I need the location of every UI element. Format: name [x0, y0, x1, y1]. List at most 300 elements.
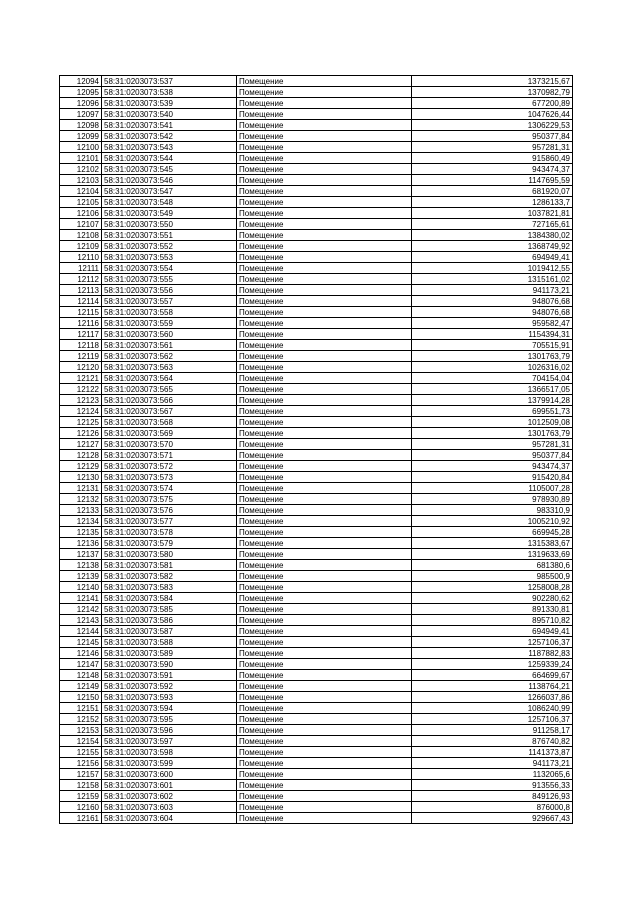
row-number-cell: 12115	[60, 307, 102, 318]
cadastral-value-cell: 1379914,28	[412, 395, 573, 406]
cadastral-number-cell: 58:31:0203073:579	[102, 538, 237, 549]
cadastral-number-cell: 58:31:0203073:580	[102, 549, 237, 560]
row-number-cell: 12103	[60, 175, 102, 186]
object-type-cell: Помещение	[237, 395, 412, 406]
row-number-cell: 12114	[60, 296, 102, 307]
object-type-cell: Помещение	[237, 725, 412, 736]
cadastral-number-cell: 58:31:0203073:567	[102, 406, 237, 417]
object-type-cell: Помещение	[237, 780, 412, 791]
table-row	[60, 494, 573, 505]
cadastral-number-cell: 58:31:0203073:595	[102, 714, 237, 725]
object-type-cell: Помещение	[237, 791, 412, 802]
object-type-cell: Помещение	[237, 483, 412, 494]
row-number-cell: 12121	[60, 373, 102, 384]
row-number-cell: 12144	[60, 626, 102, 637]
cadastral-number-cell: 58:31:0203073:596	[102, 725, 237, 736]
row-number-cell: 12134	[60, 516, 102, 527]
cadastral-value-cell: 876740,82	[412, 736, 573, 747]
object-type-cell: Помещение	[237, 285, 412, 296]
table-row	[60, 549, 573, 560]
cadastral-value-cell: 705515,91	[412, 340, 573, 351]
table-row	[60, 296, 573, 307]
cadastral-value-cell: 1047626,44	[412, 109, 573, 120]
row-number-cell: 12146	[60, 648, 102, 659]
cadastral-value-cell: 1266037,86	[412, 692, 573, 703]
row-number-cell: 12137	[60, 549, 102, 560]
row-number-cell: 12149	[60, 681, 102, 692]
object-type-cell: Помещение	[237, 164, 412, 175]
table-row	[60, 615, 573, 626]
row-number-cell: 12151	[60, 703, 102, 714]
row-number-cell: 12095	[60, 87, 102, 98]
cadastral-number-cell: 58:31:0203073:600	[102, 769, 237, 780]
cadastral-value-cell: 704154,04	[412, 373, 573, 384]
object-type-cell: Помещение	[237, 637, 412, 648]
cadastral-value-cell: 677200,89	[412, 98, 573, 109]
object-type-cell: Помещение	[237, 659, 412, 670]
cadastral-number-cell: 58:31:0203073:558	[102, 307, 237, 318]
object-type-cell: Помещение	[237, 175, 412, 186]
object-type-cell: Помещение	[237, 351, 412, 362]
table-row	[60, 736, 573, 747]
row-number-cell: 12107	[60, 219, 102, 230]
table-row	[60, 274, 573, 285]
cadastral-value-cell: 1315161,02	[412, 274, 573, 285]
object-type-cell: Помещение	[237, 153, 412, 164]
table-row	[60, 692, 573, 703]
table-row	[60, 428, 573, 439]
row-number-cell: 12148	[60, 670, 102, 681]
cadastral-number-cell: 58:31:0203073:543	[102, 142, 237, 153]
table-row	[60, 318, 573, 329]
row-number-cell: 12105	[60, 197, 102, 208]
table-row	[60, 417, 573, 428]
object-type-cell: Помещение	[237, 813, 412, 824]
cadastral-number-cell: 58:31:0203073:559	[102, 318, 237, 329]
cadastral-number-cell: 58:31:0203073:577	[102, 516, 237, 527]
row-number-cell: 12132	[60, 494, 102, 505]
cadastral-number-cell: 58:31:0203073:562	[102, 351, 237, 362]
cadastral-value-cell: 1366517,05	[412, 384, 573, 395]
cadastral-number-cell: 58:31:0203073:545	[102, 164, 237, 175]
cadastral-value-cell: 694949,41	[412, 626, 573, 637]
cadastral-number-cell: 58:31:0203073:604	[102, 813, 237, 824]
cadastral-number-cell: 58:31:0203073:593	[102, 692, 237, 703]
row-number-cell: 12128	[60, 450, 102, 461]
table-row	[60, 285, 573, 296]
object-type-cell: Помещение	[237, 527, 412, 538]
cadastral-value-cell: 1147695,59	[412, 175, 573, 186]
cadastral-number-cell: 58:31:0203073:546	[102, 175, 237, 186]
table-row	[60, 307, 573, 318]
cadastral-value-cell: 1259339,24	[412, 659, 573, 670]
row-number-cell: 12152	[60, 714, 102, 725]
cadastral-number-cell: 58:31:0203073:537	[102, 76, 237, 87]
cadastral-number-cell: 58:31:0203073:548	[102, 197, 237, 208]
object-type-cell: Помещение	[237, 450, 412, 461]
cadastral-value-cell: 694949,41	[412, 252, 573, 263]
table-row	[60, 527, 573, 538]
cadastral-number-cell: 58:31:0203073:598	[102, 747, 237, 758]
cadastral-value-cell: 1012509,08	[412, 417, 573, 428]
cadastral-value-cell: 1138764,21	[412, 681, 573, 692]
cadastral-value-cell: 1141373,87	[412, 747, 573, 758]
table-row	[60, 747, 573, 758]
cadastral-value-cell: 1037821,81	[412, 208, 573, 219]
object-type-cell: Помещение	[237, 428, 412, 439]
table-row	[60, 76, 573, 87]
table-row	[60, 439, 573, 450]
object-type-cell: Помещение	[237, 648, 412, 659]
table-row	[60, 142, 573, 153]
object-type-cell: Помещение	[237, 692, 412, 703]
cadastral-value-cell: 915860,49	[412, 153, 573, 164]
object-type-cell: Помещение	[237, 274, 412, 285]
object-type-cell: Помещение	[237, 417, 412, 428]
row-number-cell: 12099	[60, 131, 102, 142]
cadastral-number-cell: 58:31:0203073:551	[102, 230, 237, 241]
table-row	[60, 725, 573, 736]
object-type-cell: Помещение	[237, 186, 412, 197]
row-number-cell: 12161	[60, 813, 102, 824]
table-row	[60, 516, 573, 527]
cadastral-number-cell: 58:31:0203073:597	[102, 736, 237, 747]
cadastral-number-cell: 58:31:0203073:550	[102, 219, 237, 230]
object-type-cell: Помещение	[237, 384, 412, 395]
object-type-cell: Помещение	[237, 208, 412, 219]
row-number-cell: 12111	[60, 263, 102, 274]
cadastral-number-cell: 58:31:0203073:581	[102, 560, 237, 571]
cadastral-value-table	[59, 75, 573, 824]
object-type-cell: Помещение	[237, 131, 412, 142]
cadastral-value-cell: 895710,82	[412, 615, 573, 626]
row-number-cell: 12106	[60, 208, 102, 219]
object-type-cell: Помещение	[237, 461, 412, 472]
row-number-cell: 12118	[60, 340, 102, 351]
row-number-cell: 12109	[60, 241, 102, 252]
cadastral-value-cell: 1154394,31	[412, 329, 573, 340]
cadastral-value-cell: 957281,31	[412, 142, 573, 153]
table-row	[60, 450, 573, 461]
cadastral-number-cell: 58:31:0203073:591	[102, 670, 237, 681]
cadastral-value-cell: 957281,31	[412, 439, 573, 450]
cadastral-value-cell: 1105007,28	[412, 483, 573, 494]
table-row	[60, 604, 573, 615]
cadastral-number-cell: 58:31:0203073:571	[102, 450, 237, 461]
row-number-cell: 12135	[60, 527, 102, 538]
object-type-cell: Помещение	[237, 307, 412, 318]
table-row	[60, 186, 573, 197]
table-row	[60, 758, 573, 769]
table-row	[60, 329, 573, 340]
row-number-cell: 12098	[60, 120, 102, 131]
cadastral-number-cell: 58:31:0203073:587	[102, 626, 237, 637]
table-row	[60, 241, 573, 252]
cadastral-value-cell: 913556,33	[412, 780, 573, 791]
table-row	[60, 219, 573, 230]
row-number-cell: 12126	[60, 428, 102, 439]
cadastral-value-cell: 1301763,79	[412, 428, 573, 439]
object-type-cell: Помещение	[237, 571, 412, 582]
row-number-cell: 12139	[60, 571, 102, 582]
cadastral-number-cell: 58:31:0203073:569	[102, 428, 237, 439]
object-type-cell: Помещение	[237, 560, 412, 571]
table-row	[60, 461, 573, 472]
cadastral-value-cell: 681920,07	[412, 186, 573, 197]
table-row	[60, 571, 573, 582]
object-type-cell: Помещение	[237, 472, 412, 483]
cadastral-number-cell: 58:31:0203073:553	[102, 252, 237, 263]
cadastral-number-cell: 58:31:0203073:601	[102, 780, 237, 791]
object-type-cell: Помещение	[237, 604, 412, 615]
cadastral-value-cell: 1373215,67	[412, 76, 573, 87]
cadastral-value-cell: 664699,67	[412, 670, 573, 681]
row-number-cell: 12140	[60, 582, 102, 593]
cadastral-value-cell: 943474,37	[412, 164, 573, 175]
cadastral-value-cell: 681380,6	[412, 560, 573, 571]
table-row	[60, 560, 573, 571]
row-number-cell: 12100	[60, 142, 102, 153]
cadastral-value-cell: 1026316,02	[412, 362, 573, 373]
cadastral-value-cell: 950377,84	[412, 131, 573, 142]
row-number-cell: 12141	[60, 593, 102, 604]
object-type-cell: Помещение	[237, 263, 412, 274]
object-type-cell: Помещение	[237, 109, 412, 120]
cadastral-value-cell: 959582,47	[412, 318, 573, 329]
row-number-cell: 12101	[60, 153, 102, 164]
cadastral-number-cell: 58:31:0203073:602	[102, 791, 237, 802]
cadastral-number-cell: 58:31:0203073:588	[102, 637, 237, 648]
cadastral-value-cell: 1086240,99	[412, 703, 573, 714]
cadastral-value-cell: 876000,8	[412, 802, 573, 813]
row-number-cell: 12157	[60, 769, 102, 780]
cadastral-value-cell: 1132065,6	[412, 769, 573, 780]
table-row	[60, 230, 573, 241]
object-type-cell: Помещение	[237, 494, 412, 505]
cadastral-value-cell: 849126,93	[412, 791, 573, 802]
cadastral-value-cell: 1370982,79	[412, 87, 573, 98]
cadastral-number-cell: 58:31:0203073:594	[102, 703, 237, 714]
table-row	[60, 648, 573, 659]
row-number-cell: 12138	[60, 560, 102, 571]
cadastral-number-cell: 58:31:0203073:573	[102, 472, 237, 483]
table-row	[60, 582, 573, 593]
row-number-cell: 12125	[60, 417, 102, 428]
row-number-cell: 12156	[60, 758, 102, 769]
cadastral-number-cell: 58:31:0203073:541	[102, 120, 237, 131]
table-row	[60, 626, 573, 637]
row-number-cell: 12130	[60, 472, 102, 483]
table-row	[60, 109, 573, 120]
cadastral-number-cell: 58:31:0203073:561	[102, 340, 237, 351]
object-type-cell: Помещение	[237, 714, 412, 725]
table-row	[60, 395, 573, 406]
table-row	[60, 813, 573, 824]
object-type-cell: Помещение	[237, 87, 412, 98]
table-row	[60, 681, 573, 692]
cadastral-value-cell: 669945,28	[412, 527, 573, 538]
object-type-cell: Помещение	[237, 406, 412, 417]
object-type-cell: Помещение	[237, 758, 412, 769]
row-number-cell: 12120	[60, 362, 102, 373]
table-row	[60, 153, 573, 164]
table-row	[60, 252, 573, 263]
table-row	[60, 98, 573, 109]
cadastral-number-cell: 58:31:0203073:568	[102, 417, 237, 428]
object-type-cell: Помещение	[237, 582, 412, 593]
table-row	[60, 659, 573, 670]
cadastral-number-cell: 58:31:0203073:542	[102, 131, 237, 142]
cadastral-value-cell: 929667,43	[412, 813, 573, 824]
row-number-cell: 12153	[60, 725, 102, 736]
cadastral-number-cell: 58:31:0203073:585	[102, 604, 237, 615]
row-number-cell: 12119	[60, 351, 102, 362]
object-type-cell: Помещение	[237, 142, 412, 153]
object-type-cell: Помещение	[237, 197, 412, 208]
cadastral-number-cell: 58:31:0203073:549	[102, 208, 237, 219]
row-number-cell: 12122	[60, 384, 102, 395]
object-type-cell: Помещение	[237, 230, 412, 241]
object-type-cell: Помещение	[237, 340, 412, 351]
row-number-cell: 12102	[60, 164, 102, 175]
table-row	[60, 483, 573, 494]
row-number-cell: 12160	[60, 802, 102, 813]
object-type-cell: Помещение	[237, 98, 412, 109]
cadastral-value-cell: 699551,73	[412, 406, 573, 417]
object-type-cell: Помещение	[237, 549, 412, 560]
cadastral-value-cell: 1286133,7	[412, 197, 573, 208]
row-number-cell: 12096	[60, 98, 102, 109]
cadastral-value-cell: 1257106,37	[412, 637, 573, 648]
row-number-cell: 12097	[60, 109, 102, 120]
row-number-cell: 12108	[60, 230, 102, 241]
table-row	[60, 538, 573, 549]
row-number-cell: 12123	[60, 395, 102, 406]
object-type-cell: Помещение	[237, 593, 412, 604]
cadastral-number-cell: 58:31:0203073:582	[102, 571, 237, 582]
table-row	[60, 780, 573, 791]
row-number-cell: 12129	[60, 461, 102, 472]
cadastral-value-cell: 948076,68	[412, 307, 573, 318]
object-type-cell: Помещение	[237, 219, 412, 230]
object-type-cell: Помещение	[237, 802, 412, 813]
object-type-cell: Помещение	[237, 76, 412, 87]
table-row	[60, 362, 573, 373]
object-type-cell: Помещение	[237, 769, 412, 780]
cadastral-number-cell: 58:31:0203073:560	[102, 329, 237, 340]
table-row	[60, 384, 573, 395]
table-row	[60, 505, 573, 516]
row-number-cell: 12155	[60, 747, 102, 758]
table-row	[60, 714, 573, 725]
table-row	[60, 703, 573, 714]
object-type-cell: Помещение	[237, 670, 412, 681]
cadastral-value-cell: 1019412,55	[412, 263, 573, 274]
cadastral-number-cell: 58:31:0203073:554	[102, 263, 237, 274]
cadastral-value-cell: 727165,61	[412, 219, 573, 230]
cadastral-number-cell: 58:31:0203073:544	[102, 153, 237, 164]
cadastral-number-cell: 58:31:0203073:572	[102, 461, 237, 472]
row-number-cell: 12112	[60, 274, 102, 285]
object-type-cell: Помещение	[237, 318, 412, 329]
cadastral-value-cell: 911258,17	[412, 725, 573, 736]
table-row	[60, 164, 573, 175]
row-number-cell: 12110	[60, 252, 102, 263]
object-type-cell: Помещение	[237, 747, 412, 758]
cadastral-number-cell: 58:31:0203073:584	[102, 593, 237, 604]
row-number-cell: 12131	[60, 483, 102, 494]
cadastral-value-cell: 902280,62	[412, 593, 573, 604]
table-row	[60, 472, 573, 483]
cadastral-number-cell: 58:31:0203073:583	[102, 582, 237, 593]
cadastral-number-cell: 58:31:0203073:540	[102, 109, 237, 120]
table-row	[60, 351, 573, 362]
table-row	[60, 131, 573, 142]
row-number-cell: 12124	[60, 406, 102, 417]
cadastral-value-cell: 1187882,83	[412, 648, 573, 659]
object-type-cell: Помещение	[237, 252, 412, 263]
row-number-cell: 12147	[60, 659, 102, 670]
object-type-cell: Помещение	[237, 120, 412, 131]
cadastral-value-cell: 1005210,92	[412, 516, 573, 527]
object-type-cell: Помещение	[237, 329, 412, 340]
cadastral-number-cell: 58:31:0203073:566	[102, 395, 237, 406]
cadastral-number-cell: 58:31:0203073:539	[102, 98, 237, 109]
row-number-cell: 12159	[60, 791, 102, 802]
row-number-cell: 12145	[60, 637, 102, 648]
cadastral-number-cell: 58:31:0203073:575	[102, 494, 237, 505]
cadastral-value-cell: 983310,9	[412, 505, 573, 516]
cadastral-value-cell: 915420,84	[412, 472, 573, 483]
table-row	[60, 791, 573, 802]
cadastral-value-cell: 1306229,53	[412, 120, 573, 131]
cadastral-value-cell: 943474,37	[412, 461, 573, 472]
row-number-cell: 12116	[60, 318, 102, 329]
cadastral-value-cell: 1258008,28	[412, 582, 573, 593]
row-number-cell: 12104	[60, 186, 102, 197]
object-type-cell: Помещение	[237, 626, 412, 637]
row-number-cell: 12142	[60, 604, 102, 615]
row-number-cell: 12133	[60, 505, 102, 516]
object-type-cell: Помещение	[237, 615, 412, 626]
cadastral-value-cell: 941173,21	[412, 758, 573, 769]
row-number-cell: 12150	[60, 692, 102, 703]
row-number-cell: 12113	[60, 285, 102, 296]
cadastral-value-cell: 1301763,79	[412, 351, 573, 362]
table-row	[60, 208, 573, 219]
row-number-cell: 12143	[60, 615, 102, 626]
object-type-cell: Помещение	[237, 439, 412, 450]
table-row	[60, 593, 573, 604]
table-row	[60, 769, 573, 780]
row-number-cell: 12094	[60, 76, 102, 87]
cadastral-number-cell: 58:31:0203073:565	[102, 384, 237, 395]
table-body	[60, 76, 573, 824]
cadastral-number-cell: 58:31:0203073:570	[102, 439, 237, 450]
cadastral-number-cell: 58:31:0203073:557	[102, 296, 237, 307]
cadastral-number-cell: 58:31:0203073:586	[102, 615, 237, 626]
table-row	[60, 373, 573, 384]
table-row	[60, 406, 573, 417]
row-number-cell: 12117	[60, 329, 102, 340]
cadastral-value-cell: 978930,89	[412, 494, 573, 505]
cadastral-number-cell: 58:31:0203073:592	[102, 681, 237, 692]
table-row	[60, 263, 573, 274]
cadastral-number-cell: 58:31:0203073:599	[102, 758, 237, 769]
row-number-cell: 12136	[60, 538, 102, 549]
cadastral-value-cell: 1384380,02	[412, 230, 573, 241]
table-row	[60, 120, 573, 131]
